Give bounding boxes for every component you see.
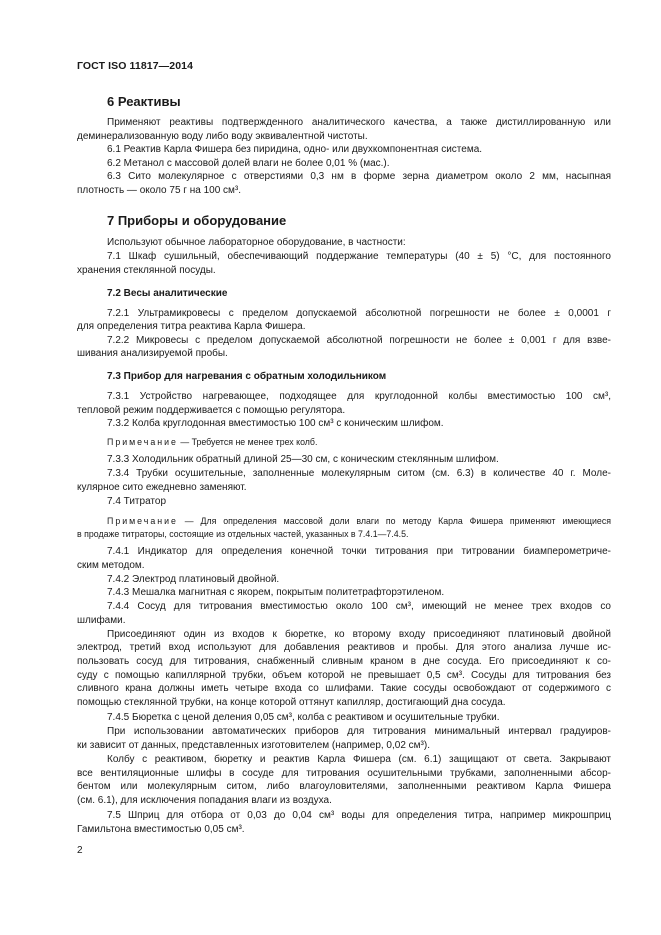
text-line: 7.4.4 Сосуд для титрования вместимостью около 100 см³, имеющий не менее трех входов со bbox=[107, 601, 611, 612]
text-line: 7.4.1 Индикатор для определения конечной точки титрования при титровании биамперометриче- bbox=[107, 546, 611, 557]
text-line: кулярное сито ежедневно заменяют. bbox=[77, 482, 247, 493]
note-label: Примечание bbox=[107, 516, 178, 526]
text-line: шлифами. bbox=[77, 615, 126, 626]
text-line: При использовании автоматических приборов для титрования минимальный интервал градуиров- bbox=[107, 726, 611, 737]
text-line: 6.1 Реактив Карла Фишера без пиридина, одно- или двухкомпонентная система. bbox=[107, 144, 483, 155]
text-line: 7.3.1 Устройство нагревающее, подходящее для круглодонной колбы вместимостью 100 см³, bbox=[107, 391, 611, 402]
text-line: тепловой режим поддерживается с помощью регулятора. bbox=[77, 405, 346, 416]
text-line: электрод, третий вход используют для добавления реактивов и пробы. Для этого анализа лучше ис- bbox=[77, 642, 611, 653]
text-line: 7.5 Шприц для отбора от 0,03 до 0,04 см³ воды для определения титра, например микрошприц bbox=[107, 810, 611, 821]
text-line: Колбу с реактивом, бюретку и реактив Карла Фишера (см. 6.1) защищают от света. Закрывают bbox=[107, 754, 611, 765]
text-line: деминерализованную воду либо воду эквивалентной чистоты. bbox=[77, 131, 368, 142]
text-line: все вентиляционные шлифы в сосуде для титрования осушительными трубками, заполненными абсор- bbox=[77, 768, 611, 779]
text-line: 7.2.2 Микровесы с пределом допускаемой абсолютной погрешности не более ± 0,001 г для взве- bbox=[107, 335, 611, 346]
text-line: 7.4 Титратор bbox=[107, 496, 167, 507]
section-6-title: 6 Реактивы bbox=[107, 94, 181, 109]
subsection-7-2-title: 7.2 Весы аналитические bbox=[107, 288, 228, 299]
document-header: ГОСТ ISO 11817—2014 bbox=[77, 60, 194, 72]
text-line: ки зависит от данных, представленных изготовителем (например, 0,02 см³). bbox=[77, 740, 430, 751]
text-line: ским методом. bbox=[77, 560, 145, 571]
text-line: Используют обычное лабораторное оборудование, в частности: bbox=[107, 237, 406, 248]
text-line: 7.3.2 Колба круглодонная вместимостью 100 см³ с коническим шлифом. bbox=[107, 418, 444, 429]
text-line: Присоединяют один из входов к бюретке, ко второму входу присоединяют платиновый двойной bbox=[107, 629, 611, 640]
note-line bbox=[107, 436, 611, 448]
text-line: 7.4.5 Бюретка с ценой деления 0,05 см³, колба с реактивом и осушительные трубки. bbox=[107, 712, 500, 723]
text-line: пользовать сосуд для титрования, снабженный сливным краном в дне сосуда. Его присоединяют к со- bbox=[77, 656, 611, 667]
text-line: 7.1 Шкаф сушильный, обеспечивающий поддержание температуры (40 ± 5) °С, для постоянного bbox=[107, 251, 611, 262]
text-line: хранения стеклянной посуды. bbox=[77, 265, 216, 276]
text-line: бентом или молекулярным ситом, либо влагоуловителями, заполненными реактивом Карла Фишера bbox=[77, 781, 611, 792]
text-line: суду с помощью капиллярной трубки, объем которой не превышает 0,5 см³. Сосуды для титрования без bbox=[77, 670, 611, 681]
text-line: помощью стеклянной трубки, на конце которой оттянут капилляр, достигающий дна сосуда. bbox=[77, 697, 506, 708]
note-label: Примечание bbox=[107, 437, 178, 447]
text-line: 6.2 Метанол с массовой долей влаги не более 0,01 % (мас.). bbox=[107, 158, 390, 169]
note-line bbox=[107, 515, 611, 527]
text-line: 7.3.4 Трубки осушительные, заполненные молекулярным ситом (см. 6.3) в количестве 40 г. Моле- bbox=[107, 468, 611, 479]
text-line: 7.4.2 Электрод платиновый двойной. bbox=[107, 574, 280, 585]
section-7-title: 7 Приборы и оборудование bbox=[107, 213, 287, 228]
note-text: — Требуется не менее трех колб. bbox=[177, 437, 318, 447]
text-line: Гамильтона вместимостью 0,05 см³. bbox=[77, 824, 245, 835]
text-line: для определения титра реактива Карла Фишера. bbox=[77, 321, 306, 332]
note-line: в продаже титраторы, состоящие из отдельных частей, указанных в 7.4.1—7.4.5. bbox=[77, 529, 409, 539]
text-line: шивания анализируемой пробы. bbox=[77, 348, 228, 359]
text-line: 7.4.3 Мешалка магнитная с якорем, покрытым политетрафторэтиленом. bbox=[107, 587, 445, 598]
text-line: плотность — около 75 г на 100 см³. bbox=[77, 185, 242, 196]
text-line: Применяют реактивы подтвержденного аналитического качества, а также дистиллированную или bbox=[107, 117, 611, 128]
note-text: — Для определения массовой доли влаги по методу Карла Фишера применяют имеющиеся bbox=[177, 516, 611, 526]
text-line: 7.3.3 Холодильник обратный длиной 25—30 см, с коническим стеклянным шлифом. bbox=[107, 454, 499, 465]
page-number: 2 bbox=[77, 845, 83, 856]
text-line: (см. 6.1), для исключения попадания влаги из воздуха. bbox=[77, 795, 332, 806]
text-line: сливного крана должны иметь четыре входа со шлифами. Такие сосуды освобождают от содержимого с bbox=[77, 683, 611, 694]
text-line: 6.3 Сито молекулярное с отверстиями 0,3 нм в форме зерна диаметром около 2 мм, насыпная bbox=[107, 171, 611, 182]
subsection-7-3-title: 7.3 Прибор для нагревания с обратным холодильником bbox=[107, 371, 387, 382]
text-line: 7.2.1 Ультрамикровесы с пределом допускаемой абсолютной погрешности не более ± 0,0001 г bbox=[107, 308, 611, 319]
